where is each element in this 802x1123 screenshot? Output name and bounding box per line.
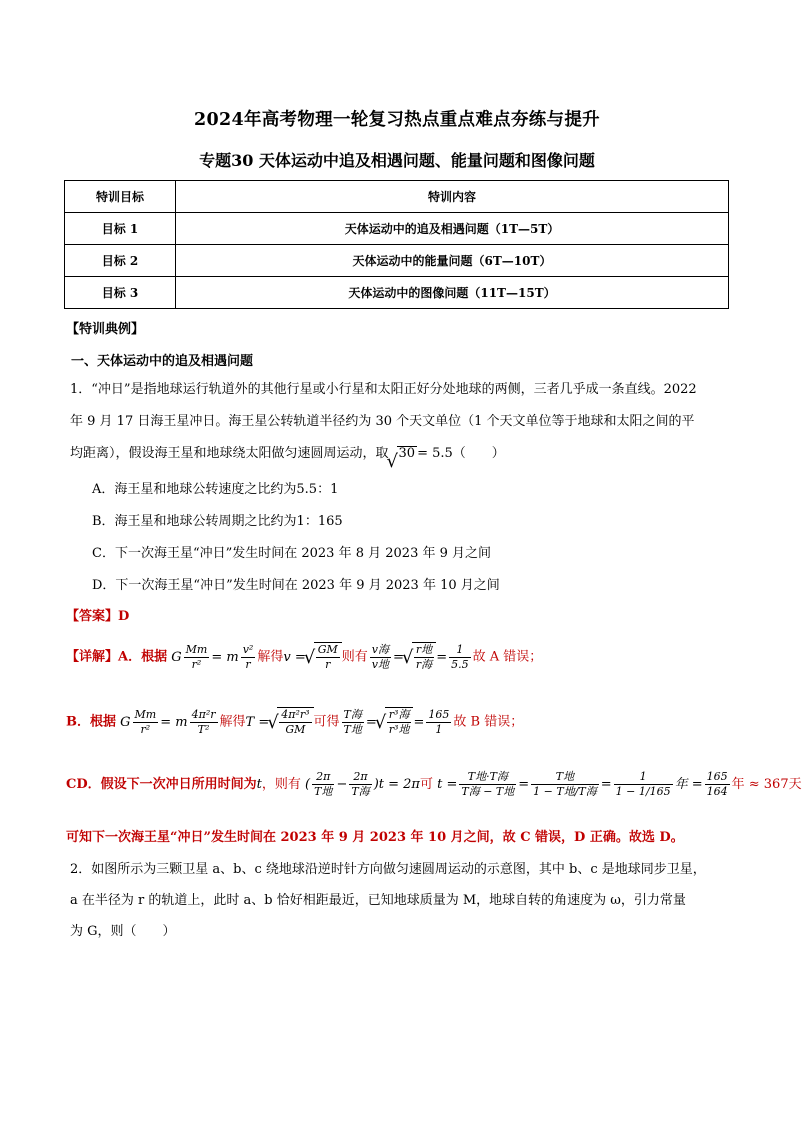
detail-a-then: 则有 xyxy=(341,649,368,665)
table-cell-content: 天体运动中的图像问题（11T—15T） xyxy=(176,277,729,309)
q1-conclusion: 可知下一次海王星“冲日”发生时间在 2023 年 9 月 2023 年 10 月之间，故 C 错误，D 正确。故选 D。 xyxy=(66,830,684,845)
formula-b3: T海 T地 = √ r³海 r³地 = $\frac{165}{1}$ xyxy=(340,715,454,730)
formula-cd: ( 2π T地 − 2π T海 )t = 2π xyxy=(305,770,420,798)
q1-answer: 【答案】D xyxy=(66,609,130,624)
q2-line-3: 为 G，则（ ） xyxy=(70,924,176,939)
table-row xyxy=(65,213,729,245)
formula-b2: T = √ $\frac{\text{4π²r³}}{GM}$ xyxy=(246,715,314,730)
table-header-content: 特训内容 xyxy=(176,181,729,213)
detail-cd-end: 年 ≈ 367天 xyxy=(731,777,802,792)
detail-tag: 【详解】 xyxy=(66,649,119,665)
section-heading: 一、天体运动中的追及相遇问题 xyxy=(71,354,254,369)
q1-option-c: C．下一次海王星“冲日”发生时间在 2023 年 8 月 2023 年 9 月之间 xyxy=(92,546,492,561)
detail-b-pre: B．根据 xyxy=(66,714,116,730)
q2-line-2: a 在半径为 r 的轨道上，此时 a、b 恰好相距最近，已知地球质量为 M，地球自转的角速度为 ω，引力常量 xyxy=(70,893,686,908)
detail-cd-then: ，则有 xyxy=(261,777,301,792)
table-row xyxy=(65,245,729,277)
q1-option-d: D．下一次海王星“冲日”发生时间在 2023 年 9 月 2023 年 10 月之间 xyxy=(92,578,500,593)
detail-a-mid: 解得 xyxy=(257,649,284,665)
table-cell-target: 目标 3 xyxy=(65,277,176,309)
formula-a2: v = √ $\frac{GM}{r}$ xyxy=(283,650,341,665)
detail-cd-may: 可 xyxy=(419,777,433,792)
formula-a: G $\frac{Mm}{\text{r²}}$ = m $\frac{\text{v²}}{r}$ xyxy=(171,642,254,671)
q1-line-3 xyxy=(70,442,505,461)
table-row xyxy=(65,277,729,309)
q1-detail-b xyxy=(66,707,523,737)
var-t: t xyxy=(256,777,262,792)
detail-b-end: 故 B 错误； xyxy=(453,714,524,730)
formula-cd2: t = T地·T海 T海 − T地 = T地 1 − T地/T海 = $\frac{1}{1 - 1/165}$ 年 = $\frac{165}{164}$ xyxy=(437,770,728,798)
table-cell-target: 目标 2 xyxy=(65,245,176,277)
document-title: 2024年高考物理一轮复习热点重点难点夯练与提升 xyxy=(194,110,600,130)
detail-b-then: 可得 xyxy=(313,714,340,730)
detail-b-mid: 解得 xyxy=(219,714,246,730)
formula-a3: v海 v地 = √ r地 r海 = $\frac{1}{5.5}$ xyxy=(368,650,473,665)
section-tag: 【特训典例】 xyxy=(66,322,145,337)
table-cell-content: 天体运动中的追及相遇问题（1T—5T） xyxy=(176,213,729,245)
q1-detail-cd xyxy=(66,770,802,799)
table-header-target: 特训目标 xyxy=(65,181,176,213)
sqrt-30: √ 30 xyxy=(397,446,418,461)
targets-table xyxy=(64,180,729,309)
q1-option-a: A．海王星和地球公转速度之比约为5.5：1 xyxy=(92,482,339,497)
q1-line-3-text: 均距离），假设海王星和地球绕太阳做匀速圆周运动，取 xyxy=(70,446,389,461)
q1-line-1: 1．“冲日”是指地球运行轨道外的其他行星或小行星和太阳正好分处地球的两侧，三者几乎成一条直线。2022 xyxy=(70,382,697,397)
q1-option-b: B．海王星和地球公转周期之比约为1：165 xyxy=(92,514,343,529)
q1-line-2: 年 9 月 17 日海王星冲日。海王星公转轨道半径约为 30 个天文单位（1 个天文单位等于地球和太阳之间的平 xyxy=(70,414,695,429)
formula-b: G $\frac{Mm}{\text{r²}}$ = m $\frac{\text{4π²r}}{\text{T²}}$ xyxy=(120,707,216,736)
table-header-row xyxy=(65,181,729,213)
document-subtitle: 专题30 天体运动中追及相遇问题、能量问题和图像问题 xyxy=(199,151,595,170)
table-cell-target: 目标 1 xyxy=(65,213,176,245)
detail-cd-pre: CD．假设下一次冲日所用时间为 xyxy=(66,777,257,792)
q2-line-1: 2．如图所示为三颗卫星 a、b、c 绕地球沿逆时针方向做匀速圆周运动的示意图，其中 b、c 是地球同步卫星， xyxy=(70,862,706,877)
q1-detail-a xyxy=(66,642,542,672)
detail-a-pre: A．根据 xyxy=(118,649,168,665)
detail-a-end: 故 A 错误； xyxy=(472,649,543,665)
q1-line-3-end: = 5.5（ ） xyxy=(417,446,505,461)
table-cell-content: 天体运动中的能量问题（6T—10T） xyxy=(176,245,729,277)
